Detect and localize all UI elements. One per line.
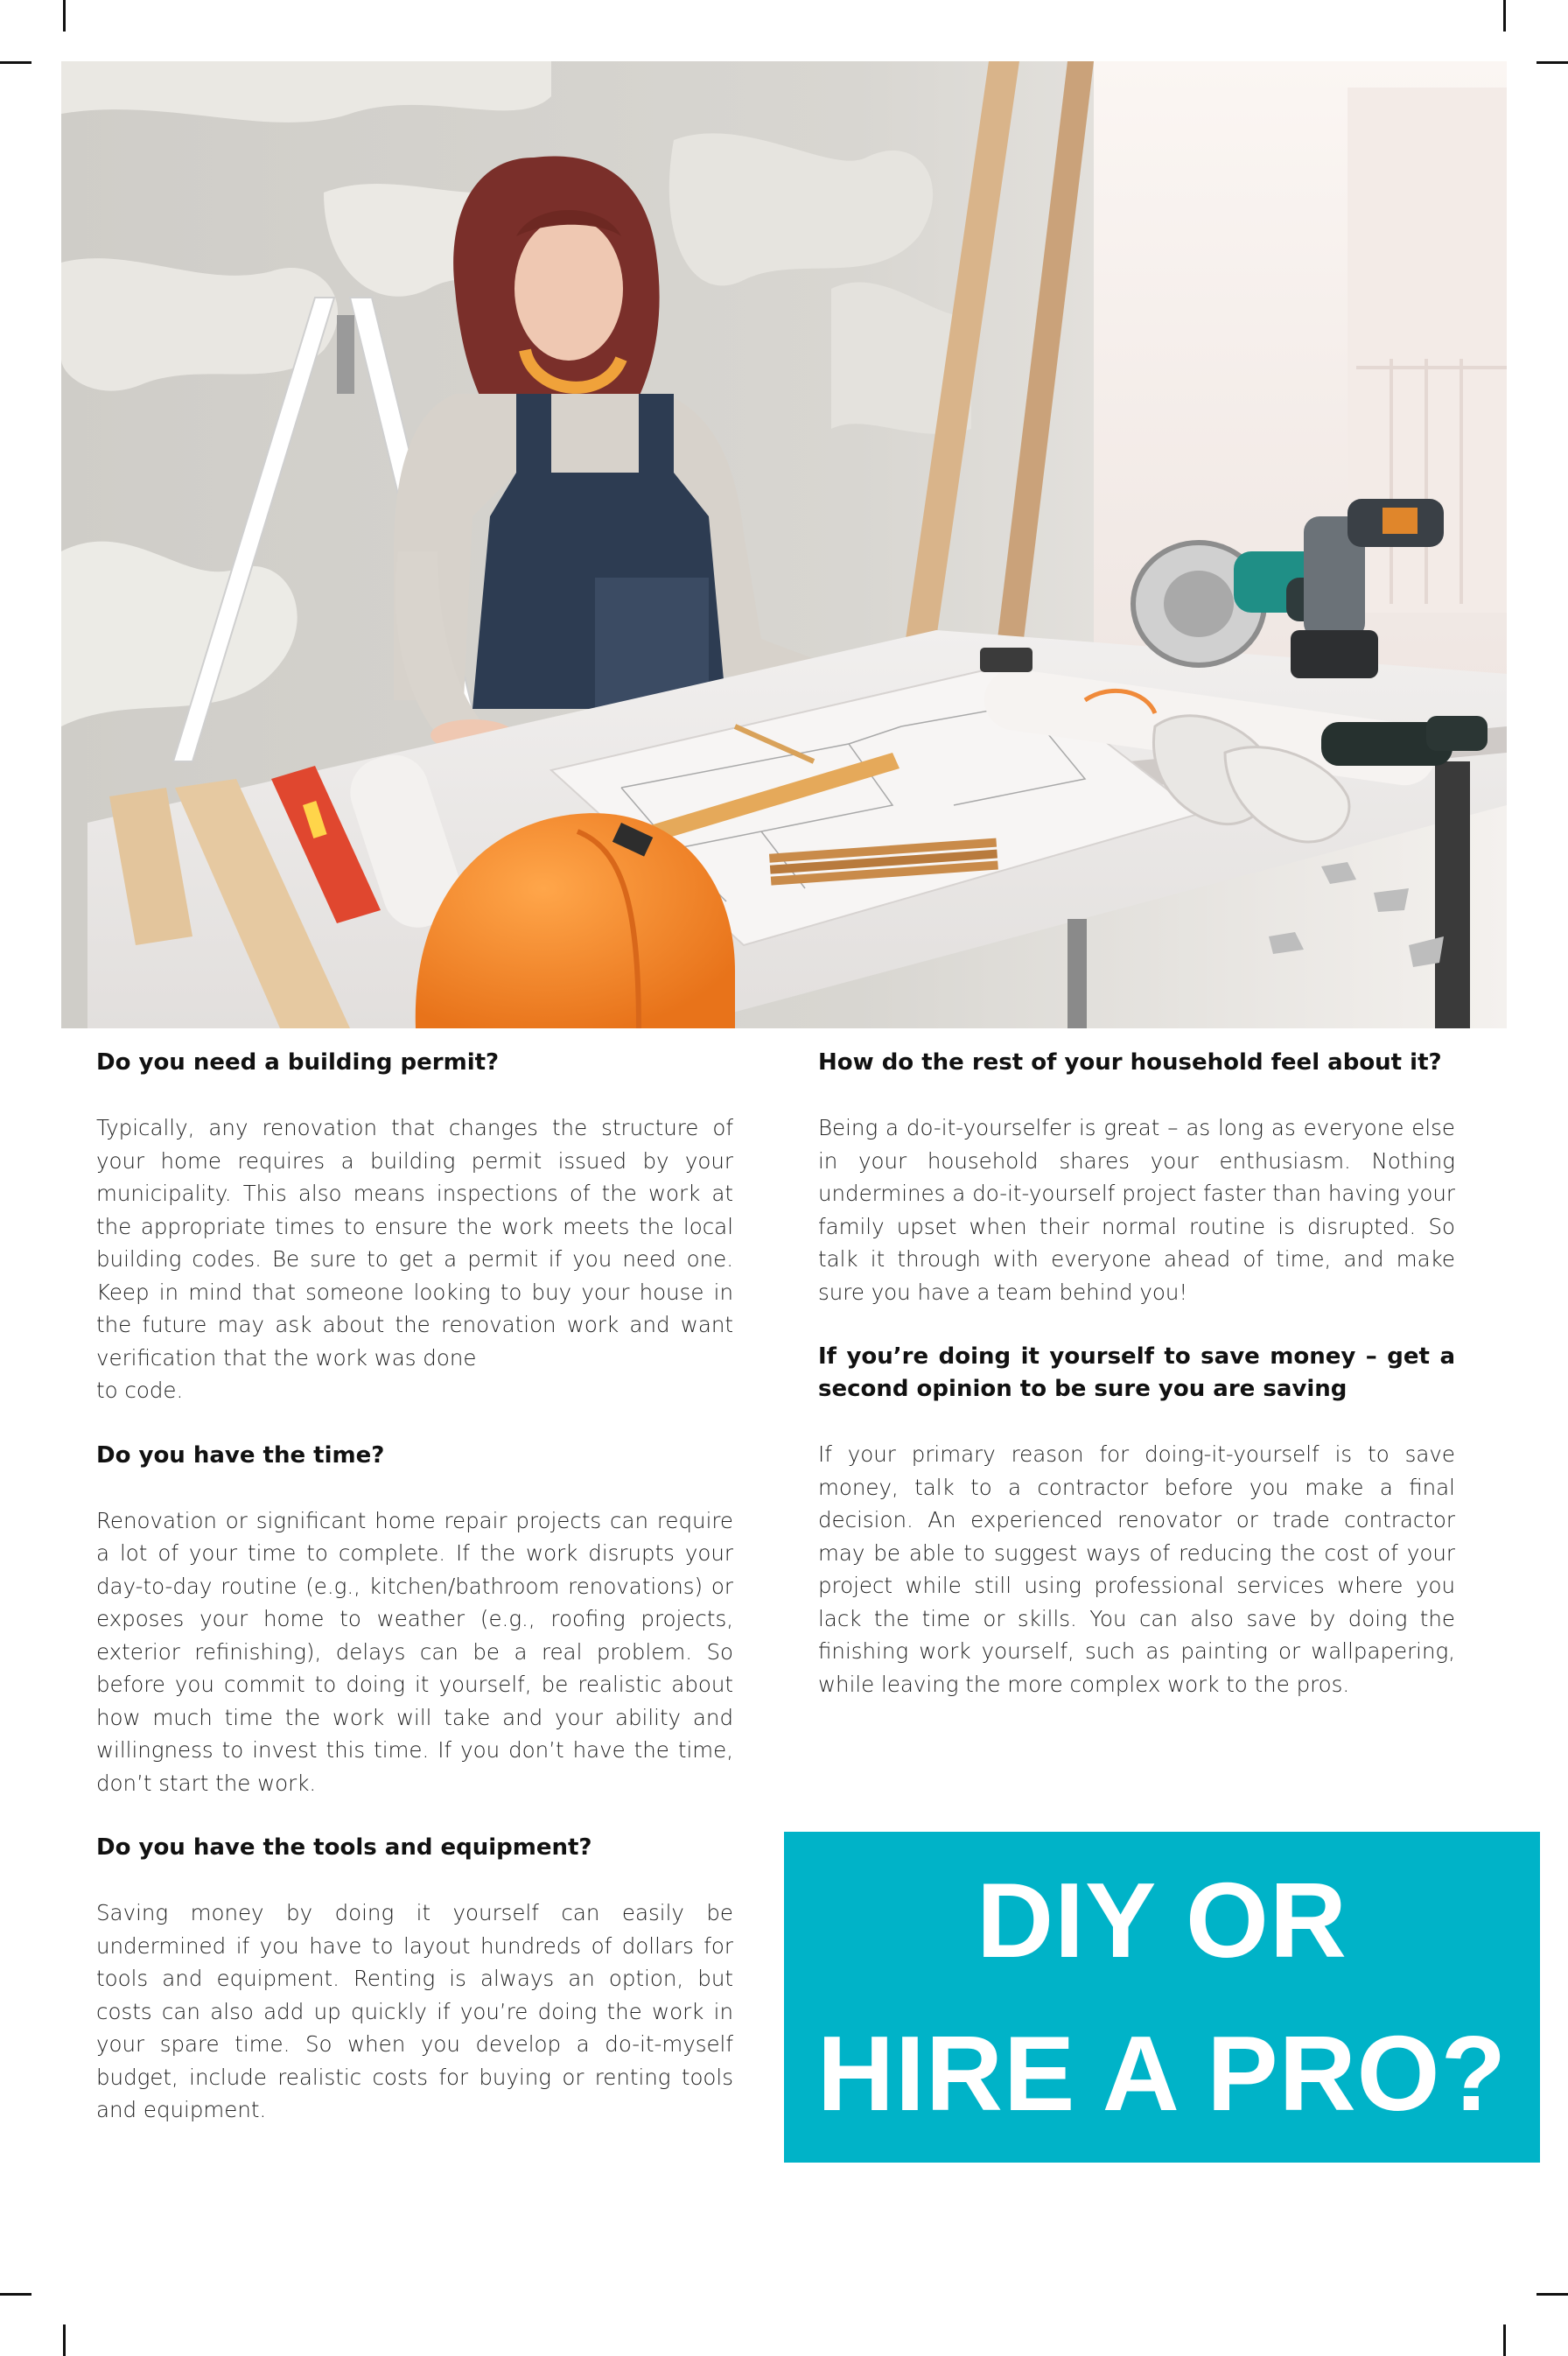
section-body: Being a do-it-yourselfer is great – as long as everyone else in your household shares your enthusiasm. Nothing undermines a do-it-yourself project faster than having your family upset when their normal routine is disrupted. So talk it through with everyone ahead of time, and make sure you have a team behind you! [818,1115,1455,1305]
section-body [96,1111,733,1407]
crop-mark-right-bottom [1536,2293,1568,2296]
diy-or-pro-callout [784,1832,1540,2163]
callout-line-1: DIY OR [976,1861,1348,1980]
left-column [96,1047,733,2159]
section-heading: Do you have the tools and equipment? [96,1834,592,1861]
crop-mark-bottom-left [63,2324,66,2356]
section-body-tail: to code. [96,1378,184,1403]
section-save-money [818,1341,1455,1700]
crop-mark-right-top [1536,61,1568,64]
section-body: Renovation or significant home repair projects can require a lot of your time to complete. If the work disrupts your day-to-day routine (e.g., kitchen/bathroom renovations) or exposes your home to weather (e.g., roofing projects, exterior refinishing), delays can be a real problem. So before you commit to doing it yourself, be realistic about how much time the work will take and your ability and willingness to invest this time. If you don’t have the time, don’t start the work. [96,1507,733,1796]
crop-mark-left-bottom [0,2293,32,2296]
crop-mark-left-top [0,61,32,64]
section-household [818,1047,1455,1308]
section-heading: How do the rest of your household feel about it? [818,1049,1442,1076]
crop-mark-top-right [1503,0,1506,32]
section-time [96,1440,733,1800]
right-column [818,1047,1455,1733]
section-body: Saving money by doing it yourself can easily be undermined if you have to layout hundreds of dollars for tools and equipment. Renting is always an option, but costs can also add up quickly if you’re doing the work in your spare time. So when you develop a do-it-myself budget, include realistic costs for buying or renting tools and equipment. [96,1900,733,2122]
section-building-permit [96,1047,733,1407]
crop-mark-bottom-right [1503,2324,1506,2356]
renovation-scene-illustration [61,61,1507,1028]
hero-photo [61,61,1507,1028]
crop-mark-top-left [63,0,66,32]
section-heading: Do you have the time? [96,1441,385,1469]
section-body-text: Typically, any renovation that changes the structure of your home requires a building permit issued by your municipality. This also means inspections of the work at the appropriate times to ensure the work meets the local building codes. Be sure to get a permit if you need one. Keep in mind that someone looking to buy your house in the future may ask about the renovation work and want verification that the work was done [96,1115,733,1371]
section-body: If your primary reason for doing-it-yourself is to save money, talk to a contractor before you make a final decision. An experienced renovator or trade contractor may be able to suggest ways of reducing the cost of your project while still using professional services where you lack the time or skills. You can also save by doing the finishing work yourself, such as painting or wallpapering, while leaving the more complex work to the pros. [818,1441,1455,1697]
section-tools [96,1832,733,2127]
section-heading: If you’re doing it yourself to save money – get a second opinion to be sure you are saving [818,1343,1455,1402]
callout-line-2: HIRE A PRO? [816,2014,1508,2133]
section-heading: Do you need a building permit? [96,1049,500,1076]
